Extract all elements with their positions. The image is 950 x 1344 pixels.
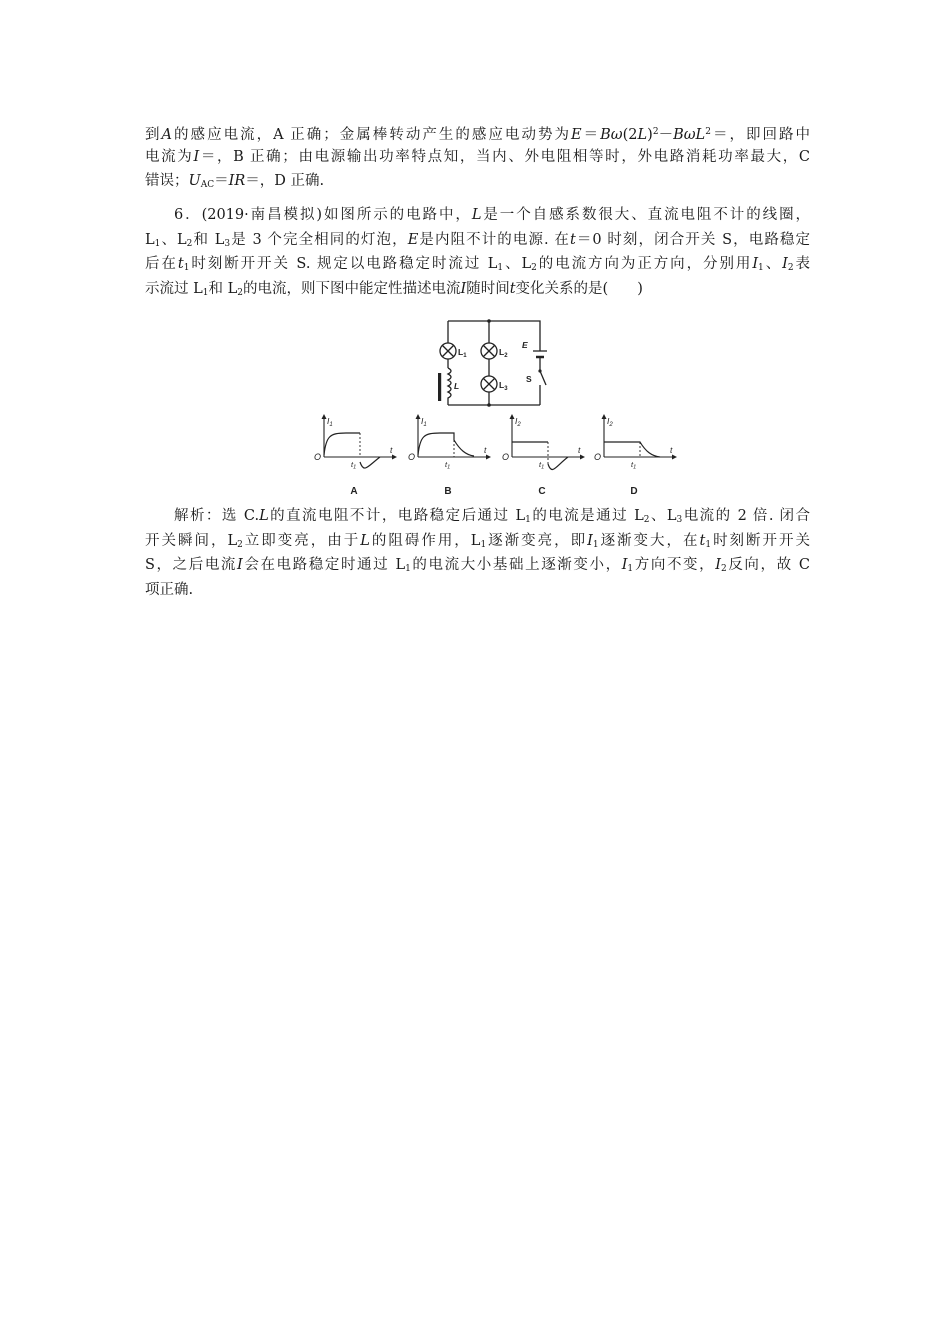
text: 反向，故 C <box>726 557 811 573</box>
inductor-label: L <box>454 381 460 391</box>
circuit-diagram <box>430 315 560 415</box>
text: － <box>658 127 674 143</box>
text: 后在 <box>145 256 178 272</box>
text: L <box>145 231 155 248</box>
text: 6．(2019·南昌模拟)如图所示的电路中， <box>174 207 472 223</box>
text: 2 <box>720 564 727 574</box>
solution-line-3 <box>145 169 810 194</box>
text: ) <box>647 127 653 143</box>
text: 1 <box>480 539 487 550</box>
graph-x-label: t <box>484 445 487 455</box>
text: 1 <box>525 515 531 525</box>
y-axis-arrow-icon <box>510 414 515 419</box>
text: 的阻碍作用，L <box>369 532 481 549</box>
x-axis-arrow-icon <box>392 455 397 460</box>
graph-origin-label: O <box>502 452 510 462</box>
text: 和 L <box>208 280 238 297</box>
graph-origin-label: O <box>314 452 322 462</box>
text: L <box>637 127 648 143</box>
text: 1 <box>497 263 504 273</box>
switch-label: S <box>526 374 532 384</box>
battery-label: E <box>522 340 528 350</box>
text: 3 <box>676 515 683 525</box>
text: 时刻断开开关 S. 规定以电路稳定时流过 L <box>189 256 498 272</box>
option-label: D <box>630 486 638 497</box>
graph-y-label: $I_2$ <box>607 416 613 428</box>
text: 示流过 L <box>145 280 203 297</box>
text: I <box>782 256 788 272</box>
question-line-1 <box>145 203 810 228</box>
text: E <box>407 231 419 248</box>
text: ＝0 时刻，闭合开关 S，电路稳定 <box>575 231 810 248</box>
text: 、L <box>503 256 532 272</box>
text: L <box>259 508 269 524</box>
text: 逐渐变亮，即 <box>486 532 588 549</box>
text: 、L <box>649 508 677 524</box>
text: t <box>569 231 576 248</box>
graph-curve <box>418 433 474 456</box>
text: L <box>360 532 370 549</box>
x-axis-arrow-icon <box>672 455 677 460</box>
x-axis-arrow-icon <box>580 455 585 460</box>
graph-t1-label: $t_1$ <box>539 460 545 471</box>
analysis-line-2 <box>145 529 810 554</box>
text: 1 <box>183 263 190 273</box>
text: AC <box>200 180 215 190</box>
y-axis-arrow-icon <box>322 414 327 419</box>
switch-contact-icon <box>538 369 541 372</box>
junction-top-icon <box>487 319 491 323</box>
text: 是内阻不计的电源. 在 <box>418 231 570 248</box>
text: t <box>699 532 706 549</box>
text: 到 <box>145 127 162 143</box>
text: 1 <box>154 238 161 249</box>
text: ω <box>610 127 623 143</box>
text: L <box>695 127 706 143</box>
y-axis-arrow-icon <box>602 414 607 419</box>
text: 表 <box>793 256 811 272</box>
graph-t1-label: $t_1$ <box>445 460 451 471</box>
text: 是一个自感系数很大、直流电阻不计的线圈， <box>481 207 810 223</box>
text: 2 <box>237 539 243 550</box>
text: 1 <box>627 564 634 574</box>
text: 2 <box>787 263 794 273</box>
text: 2 <box>186 238 193 249</box>
text: I <box>621 557 628 573</box>
junction-bottom-icon <box>487 403 491 407</box>
text: 的感应电流，A 正确；金属棒转动产生的感应电动势为 <box>172 127 571 143</box>
graph-y-label: $I_1$ <box>421 416 427 428</box>
text: I <box>715 557 721 573</box>
graph-a <box>314 414 397 497</box>
previous-solution <box>145 120 810 194</box>
text: 错误； <box>145 173 189 189</box>
text: 2 <box>531 263 537 273</box>
text: 立即变亮，由于 <box>242 532 361 549</box>
analysis-line-1 <box>145 504 810 529</box>
text: 解析：选 C. <box>174 508 260 524</box>
text: ＝，B 正确；由电源输出功率特点知，当内、外电阻相等时，外电路消耗功率最大，C <box>199 148 811 165</box>
solution-line-2 <box>145 145 810 170</box>
answer-graphs <box>310 412 680 500</box>
analysis <box>145 504 810 602</box>
lamp-l1-label: $L_1$ <box>458 347 467 359</box>
text: 时刻断开开关 <box>711 532 811 549</box>
graph-curve <box>604 442 660 457</box>
text: ＝，即回路中 <box>710 127 811 143</box>
graph-d <box>594 414 677 497</box>
text: 会在电路稳定时通过 L <box>242 557 406 573</box>
graph-origin-label: O <box>594 452 602 462</box>
text: t <box>177 256 184 272</box>
y-axis-arrow-icon <box>416 414 421 419</box>
text: A <box>161 127 173 143</box>
text: B <box>600 127 611 143</box>
inductor-coil-icon <box>448 368 451 405</box>
solution-line-1 <box>145 120 810 145</box>
text: 1 <box>202 287 209 298</box>
lamp-l2-label: $L_2$ <box>499 347 508 359</box>
text: 的电流是通过 L <box>530 508 644 524</box>
text: 方向不变， <box>633 557 716 573</box>
graph-y-label: $I_1$ <box>327 416 333 428</box>
text: 是 3 个完全相同的灯泡， <box>230 231 408 248</box>
text: 变化关系的是( ) <box>515 280 643 297</box>
text: 1 <box>592 539 599 550</box>
text: 开关瞬间，L <box>145 532 238 549</box>
text: ＝ <box>214 173 229 189</box>
text: I <box>460 280 467 297</box>
graph-x-label: t <box>670 445 673 455</box>
text: 项正确. <box>145 581 194 598</box>
lamp-l3-label: $L_3$ <box>499 380 508 392</box>
text: ω <box>683 127 696 143</box>
graph-origin-label: O <box>408 452 416 462</box>
text: 电流为 <box>145 148 194 165</box>
question-line-4 <box>145 277 810 302</box>
option-label: A <box>350 486 358 497</box>
x-axis-arrow-icon <box>486 455 491 460</box>
text: 随时间 <box>466 280 510 297</box>
text: I <box>237 557 243 573</box>
text: 的电流，则下图中能定性描述电流 <box>242 280 461 297</box>
question-6 <box>145 203 810 301</box>
text: IR <box>228 173 246 189</box>
text: 1 <box>705 539 712 550</box>
text: 3 <box>224 238 231 249</box>
question-line-2 <box>145 228 810 253</box>
text: t <box>509 280 516 297</box>
text: 电流的 2 倍. 闭合 <box>682 508 810 524</box>
text: E <box>571 127 582 143</box>
switch-blade <box>540 371 546 385</box>
text: 2 <box>237 287 243 298</box>
analysis-line-4 <box>145 578 810 603</box>
text: 2 <box>643 515 650 525</box>
option-label: B <box>444 486 452 497</box>
text: ＝，D 正确. <box>245 173 325 189</box>
text: 2 <box>705 127 711 137</box>
text: 的电流大小基础上逐渐变小， <box>410 557 622 573</box>
text: U <box>188 173 201 189</box>
text: I <box>587 532 593 549</box>
graph-b <box>408 414 491 497</box>
text: 1 <box>405 564 411 574</box>
text: 的直流电阻不计，电路稳定后通过 L <box>268 508 526 524</box>
text: 、 <box>763 256 783 272</box>
inductor-core-icon <box>438 373 441 401</box>
graph-t1-label: $t_1$ <box>631 460 637 471</box>
text: 、L <box>160 231 187 248</box>
text: 1 <box>758 263 764 273</box>
text: I <box>752 256 759 272</box>
text: ＝ <box>581 127 601 143</box>
text: 和 L <box>192 231 225 248</box>
analysis-line-3 <box>145 553 810 578</box>
option-label: C <box>538 486 546 497</box>
text: I <box>193 148 200 165</box>
text: (2 <box>622 127 638 143</box>
text: L <box>471 207 482 223</box>
graph-c <box>502 414 585 497</box>
text: 逐渐变大，在 <box>598 532 700 549</box>
text: 的电流方向为正方向，分别用 <box>536 256 753 272</box>
graph-x-label: t <box>390 445 393 455</box>
question-line-3 <box>145 252 810 277</box>
text: B <box>673 127 684 143</box>
text: S，之后电流 <box>145 557 238 573</box>
text: 2 <box>652 127 659 137</box>
graph-y-label: $I_2$ <box>515 416 521 428</box>
graph-t1-label: $t_1$ <box>351 460 357 471</box>
graph-x-label: t <box>578 445 581 455</box>
